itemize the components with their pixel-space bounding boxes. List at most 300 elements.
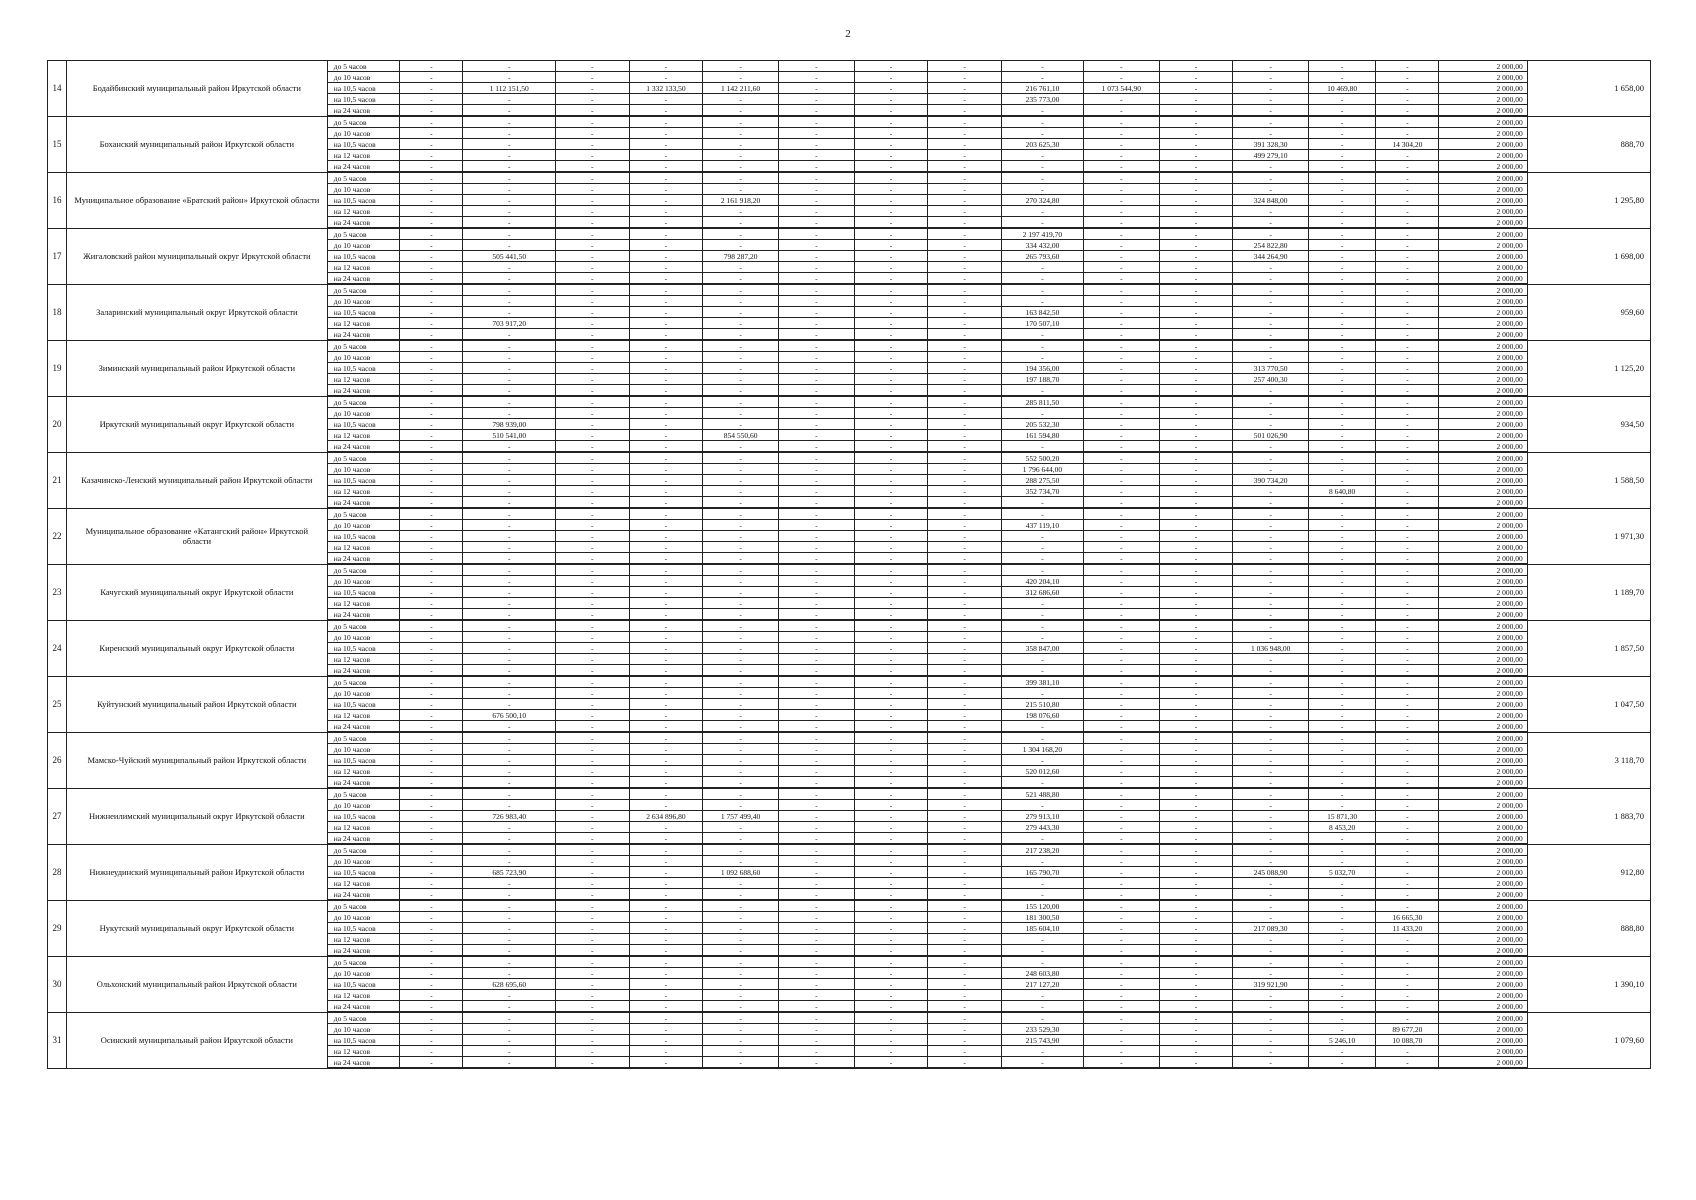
value-cell: 270 324,80	[1001, 195, 1083, 206]
value-cell: -	[463, 408, 556, 419]
value-cell: 265 793,60	[1001, 251, 1083, 262]
value-cell: -	[703, 184, 779, 195]
value-cell: -	[703, 385, 779, 397]
value-cell: 198 076,60	[1001, 710, 1083, 721]
value-cell: -	[928, 508, 1002, 520]
value-cell: -	[1309, 172, 1376, 184]
value-cell: -	[778, 945, 854, 957]
value-cell: -	[1309, 318, 1376, 329]
value-cell: -	[1309, 531, 1376, 542]
value-cell: -	[703, 318, 779, 329]
value-cell: -	[1083, 766, 1159, 777]
value-cell: -	[1376, 889, 1439, 901]
duration-label: на 10,5 часов	[327, 195, 400, 206]
value-cell: -	[555, 94, 629, 105]
value-cell: -	[400, 900, 463, 912]
value-cell: -	[1233, 161, 1309, 173]
value-cell: -	[928, 856, 1002, 867]
value-cell: -	[854, 889, 928, 901]
value-cell: -	[1376, 553, 1439, 565]
value-cell: -	[1309, 352, 1376, 363]
value-cell: -	[928, 396, 1002, 408]
value-cell: -	[1376, 363, 1439, 374]
value-cell: -	[463, 688, 556, 699]
value-cell: -	[1083, 430, 1159, 441]
value-cell: -	[463, 878, 556, 889]
value-cell: -	[400, 553, 463, 565]
value-cell: -	[1083, 1046, 1159, 1057]
value-cell: -	[778, 800, 854, 811]
value-cell: -	[400, 979, 463, 990]
value-cell: -	[778, 296, 854, 307]
value-cell: -	[1233, 721, 1309, 733]
value-cell: -	[629, 1024, 703, 1035]
value-cell: 324 848,00	[1233, 195, 1309, 206]
value-cell: -	[400, 329, 463, 341]
value-cell: -	[854, 620, 928, 632]
value-cell: -	[778, 587, 854, 598]
value-cell: -	[1159, 374, 1233, 385]
value-cell: -	[703, 508, 779, 520]
value-cell: -	[400, 441, 463, 453]
region-name: Осинский муниципальный район Иркутской области	[66, 1012, 327, 1068]
table-row	[48, 172, 1651, 184]
value-cell: -	[1233, 83, 1309, 94]
value-cell: -	[555, 542, 629, 553]
value-cell: -	[555, 262, 629, 273]
value-cell: -	[778, 1046, 854, 1057]
value-cell: -	[1309, 228, 1376, 240]
value-cell: -	[854, 273, 928, 285]
value-cell: -	[778, 721, 854, 733]
value-cell: -	[463, 923, 556, 934]
region-name: Ольхонский муниципальный район Иркутской области	[66, 956, 327, 1012]
value-cell: -	[1083, 654, 1159, 665]
value-cell: -	[778, 609, 854, 621]
limit-cell: 2 000,00	[1439, 833, 1527, 845]
value-cell: -	[854, 385, 928, 397]
value-cell: -	[703, 598, 779, 609]
value-cell: 2 634 896,80	[629, 811, 703, 822]
value-cell: -	[1233, 844, 1309, 856]
value-cell: -	[854, 83, 928, 94]
value-cell: -	[400, 945, 463, 957]
value-cell: -	[1233, 318, 1309, 329]
duration-label: на 10,5 часов	[327, 867, 400, 878]
value-cell: 358 847,00	[1001, 643, 1083, 654]
value-cell: -	[1376, 262, 1439, 273]
value-cell: -	[555, 520, 629, 531]
duration-label: до 10 часов	[327, 968, 400, 979]
limit-cell: 2 000,00	[1439, 284, 1527, 296]
value-cell: -	[629, 912, 703, 923]
value-cell: -	[1233, 307, 1309, 318]
value-cell: -	[1159, 1001, 1233, 1013]
value-cell: -	[463, 217, 556, 229]
value-cell: -	[629, 497, 703, 509]
value-cell: -	[1159, 307, 1233, 318]
duration-label: до 10 часов	[327, 1024, 400, 1035]
value-cell: -	[703, 475, 779, 486]
value-cell: -	[629, 150, 703, 161]
region-name: Нижнеилимский муниципальный округ Иркутской области	[66, 788, 327, 844]
value-cell: -	[778, 732, 854, 744]
value-cell: 1 112 151,50	[463, 83, 556, 94]
duration-label: на 10,5 часов	[327, 83, 400, 94]
value-cell: -	[555, 564, 629, 576]
value-cell: -	[1309, 419, 1376, 430]
value-cell: -	[1376, 990, 1439, 1001]
value-cell: 203 625,30	[1001, 139, 1083, 150]
value-cell: -	[629, 452, 703, 464]
value-cell: -	[463, 531, 556, 542]
value-cell: -	[629, 430, 703, 441]
value-cell: -	[555, 632, 629, 643]
value-cell: -	[1309, 184, 1376, 195]
value-cell: -	[1083, 61, 1159, 72]
value-cell: -	[629, 307, 703, 318]
value-cell: -	[1376, 900, 1439, 912]
value-cell: -	[854, 195, 928, 206]
value-cell: -	[400, 676, 463, 688]
limit-cell: 2 000,00	[1439, 934, 1527, 945]
value-cell: -	[400, 363, 463, 374]
value-cell: -	[400, 475, 463, 486]
value-cell: -	[703, 732, 779, 744]
value-cell: -	[629, 217, 703, 229]
value-cell: -	[928, 710, 1002, 721]
value-cell: -	[1376, 878, 1439, 889]
limit-cell: 2 000,00	[1439, 116, 1527, 128]
value-cell: -	[463, 452, 556, 464]
value-cell: -	[854, 352, 928, 363]
value-cell: -	[1159, 643, 1233, 654]
value-cell: -	[1376, 979, 1439, 990]
limit-cell: 2 000,00	[1439, 632, 1527, 643]
value-cell: -	[1376, 161, 1439, 173]
value-cell: -	[463, 94, 556, 105]
value-cell: -	[1309, 945, 1376, 957]
value-cell: -	[703, 419, 779, 430]
value-cell: -	[1376, 452, 1439, 464]
value-cell: -	[1233, 94, 1309, 105]
value-cell: 501 026,90	[1233, 430, 1309, 441]
value-cell: -	[1159, 94, 1233, 105]
value-cell: -	[629, 542, 703, 553]
value-cell: -	[703, 676, 779, 688]
value-cell: -	[703, 1035, 779, 1046]
value-cell: -	[463, 374, 556, 385]
value-cell: -	[1001, 385, 1083, 397]
value-cell: -	[1376, 385, 1439, 397]
value-cell: -	[854, 856, 928, 867]
value-cell: -	[463, 665, 556, 677]
value-cell: -	[400, 654, 463, 665]
value-cell: -	[1309, 844, 1376, 856]
value-cell: -	[1001, 116, 1083, 128]
value-cell: -	[1083, 452, 1159, 464]
value-cell: -	[400, 564, 463, 576]
value-cell: -	[854, 520, 928, 531]
value-cell: -	[1233, 396, 1309, 408]
value-cell: -	[400, 217, 463, 229]
value-cell: 798 287,20	[703, 251, 779, 262]
value-cell: -	[1159, 128, 1233, 139]
value-cell: 390 734,20	[1233, 475, 1309, 486]
value-cell: -	[854, 116, 928, 128]
value-cell: -	[1376, 587, 1439, 598]
value-cell: 216 761,10	[1001, 83, 1083, 94]
value-cell: -	[778, 878, 854, 889]
value-cell: -	[778, 788, 854, 800]
value-cell: -	[629, 385, 703, 397]
value-cell: -	[928, 374, 1002, 385]
value-cell: 279 913,10	[1001, 811, 1083, 822]
value-cell: -	[1159, 856, 1233, 867]
value-cell: -	[1083, 755, 1159, 766]
value-cell: -	[1001, 329, 1083, 341]
value-cell: -	[703, 889, 779, 901]
value-cell: -	[1233, 329, 1309, 341]
value-cell: -	[555, 1012, 629, 1024]
value-cell: -	[1001, 654, 1083, 665]
value-cell: -	[778, 284, 854, 296]
region-number: 20	[48, 396, 67, 452]
value-cell: -	[629, 184, 703, 195]
limit-cell: 2 000,00	[1439, 979, 1527, 990]
value-cell: -	[400, 251, 463, 262]
value-cell: -	[1309, 139, 1376, 150]
value-cell: 1 304 168,20	[1001, 744, 1083, 755]
limit-cell: 2 000,00	[1439, 94, 1527, 105]
value-cell: -	[555, 284, 629, 296]
value-cell: -	[1233, 1012, 1309, 1024]
value-cell: -	[1233, 889, 1309, 901]
value-cell: -	[778, 956, 854, 968]
value-cell: -	[629, 867, 703, 878]
value-cell: -	[1376, 833, 1439, 845]
value-cell: -	[463, 1035, 556, 1046]
limit-cell: 2 000,00	[1439, 744, 1527, 755]
duration-label: на 12 часов	[327, 206, 400, 217]
value-cell: -	[703, 744, 779, 755]
limit-cell: 2 000,00	[1439, 318, 1527, 329]
region-name: Нукутский муниципальный округ Иркутской области	[66, 900, 327, 956]
value-cell: -	[555, 83, 629, 94]
duration-label: до 5 часов	[327, 564, 400, 576]
limit-cell: 2 000,00	[1439, 990, 1527, 1001]
region-number: 25	[48, 676, 67, 732]
value-cell: -	[1233, 766, 1309, 777]
value-cell: -	[1233, 1046, 1309, 1057]
value-cell: -	[703, 576, 779, 587]
value-cell: -	[1376, 699, 1439, 710]
limit-cell: 2 000,00	[1439, 128, 1527, 139]
value-cell: 245 088,90	[1233, 867, 1309, 878]
value-cell: -	[703, 788, 779, 800]
value-cell: -	[1159, 352, 1233, 363]
value-cell: -	[1159, 923, 1233, 934]
value-cell: -	[1376, 956, 1439, 968]
limit-cell: 2 000,00	[1439, 923, 1527, 934]
value-cell: -	[1233, 296, 1309, 307]
value-cell: -	[1376, 788, 1439, 800]
value-cell: -	[629, 408, 703, 419]
duration-label: до 5 часов	[327, 61, 400, 72]
value-cell: -	[1159, 217, 1233, 229]
value-cell: -	[1001, 273, 1083, 285]
value-cell: 399 381,10	[1001, 676, 1083, 688]
limit-cell: 2 000,00	[1439, 307, 1527, 318]
value-cell: -	[1001, 441, 1083, 453]
value-cell: -	[555, 116, 629, 128]
value-cell: -	[463, 307, 556, 318]
value-cell: -	[1159, 1024, 1233, 1035]
value-cell: -	[1376, 307, 1439, 318]
value-cell: -	[400, 83, 463, 94]
value-cell: -	[555, 139, 629, 150]
value-cell: -	[778, 654, 854, 665]
value-cell: -	[1083, 1035, 1159, 1046]
value-cell: -	[854, 240, 928, 251]
value-cell: -	[1376, 755, 1439, 766]
region-total: 1 189,70	[1527, 564, 1650, 620]
value-cell: -	[400, 1012, 463, 1024]
limit-cell: 2 000,00	[1439, 609, 1527, 621]
value-cell: -	[1233, 956, 1309, 968]
value-cell: -	[928, 833, 1002, 845]
value-cell: -	[928, 620, 1002, 632]
region-total: 1 079,60	[1527, 1012, 1650, 1068]
value-cell: -	[1233, 744, 1309, 755]
value-cell: -	[778, 374, 854, 385]
value-cell: -	[1159, 195, 1233, 206]
value-cell: -	[629, 934, 703, 945]
region-total: 1 658,00	[1527, 61, 1650, 117]
value-cell: -	[1159, 240, 1233, 251]
value-cell: -	[854, 766, 928, 777]
value-cell: -	[1309, 116, 1376, 128]
value-cell: -	[1001, 262, 1083, 273]
value-cell: -	[629, 464, 703, 475]
region-total: 1 971,30	[1527, 508, 1650, 564]
value-cell: -	[400, 1046, 463, 1057]
value-cell: -	[1309, 464, 1376, 475]
value-cell: -	[629, 329, 703, 341]
duration-label: на 10,5 часов	[327, 475, 400, 486]
table-row	[48, 61, 1651, 72]
value-cell: -	[555, 800, 629, 811]
value-cell: -	[1376, 195, 1439, 206]
value-cell: -	[629, 94, 703, 105]
duration-label: на 10,5 часов	[327, 94, 400, 105]
value-cell: -	[1309, 1001, 1376, 1013]
value-cell: -	[555, 620, 629, 632]
value-cell: -	[1233, 116, 1309, 128]
value-cell: -	[1083, 150, 1159, 161]
value-cell: -	[703, 72, 779, 83]
limit-cell: 2 000,00	[1439, 598, 1527, 609]
duration-label: до 5 часов	[327, 228, 400, 240]
value-cell: -	[703, 632, 779, 643]
value-cell: -	[400, 665, 463, 677]
value-cell: -	[1376, 128, 1439, 139]
value-cell: -	[463, 475, 556, 486]
value-cell: -	[1083, 598, 1159, 609]
value-cell: -	[1376, 1001, 1439, 1013]
value-cell: -	[1083, 878, 1159, 889]
value-cell: -	[463, 329, 556, 341]
value-cell: -	[463, 699, 556, 710]
value-cell: -	[1309, 676, 1376, 688]
value-cell: -	[854, 587, 928, 598]
value-cell: -	[1083, 688, 1159, 699]
value-cell: -	[1233, 419, 1309, 430]
value-cell: -	[1083, 262, 1159, 273]
value-cell: 11 433,20	[1376, 923, 1439, 934]
value-cell: -	[1159, 105, 1233, 117]
value-cell: -	[1001, 755, 1083, 766]
value-cell: -	[555, 878, 629, 889]
value-cell: -	[1159, 822, 1233, 833]
value-cell: -	[778, 632, 854, 643]
table-row	[48, 676, 1651, 688]
value-cell: -	[1159, 497, 1233, 509]
value-cell: -	[1159, 564, 1233, 576]
value-cell: -	[1376, 632, 1439, 643]
value-cell: -	[1309, 452, 1376, 464]
table-row	[48, 956, 1651, 968]
value-cell: -	[1233, 900, 1309, 912]
value-cell: -	[555, 217, 629, 229]
value-cell: 344 264,90	[1233, 251, 1309, 262]
value-cell: -	[854, 1046, 928, 1057]
duration-label: на 10,5 часов	[327, 979, 400, 990]
region-name: Жигаловский район муниципальный округ Иркутской области	[66, 228, 327, 284]
value-cell: -	[928, 744, 1002, 755]
value-cell: -	[1001, 206, 1083, 217]
value-cell: -	[1376, 206, 1439, 217]
value-cell: -	[1083, 441, 1159, 453]
value-cell: -	[703, 139, 779, 150]
value-cell: -	[928, 329, 1002, 341]
value-cell: -	[778, 542, 854, 553]
value-cell: -	[1083, 464, 1159, 475]
value-cell: -	[400, 105, 463, 117]
value-cell: -	[1083, 374, 1159, 385]
value-cell: 194 356,00	[1001, 363, 1083, 374]
value-cell: -	[629, 688, 703, 699]
value-cell: -	[629, 296, 703, 307]
value-cell: -	[400, 598, 463, 609]
value-cell: -	[400, 912, 463, 923]
value-cell: -	[703, 721, 779, 733]
value-cell: -	[778, 923, 854, 934]
value-cell: -	[1309, 856, 1376, 867]
duration-label: на 10,5 часов	[327, 251, 400, 262]
limit-cell: 2 000,00	[1439, 620, 1527, 632]
value-cell: -	[1159, 318, 1233, 329]
table-row	[48, 1012, 1651, 1024]
value-cell: -	[1233, 576, 1309, 587]
value-cell: -	[1233, 811, 1309, 822]
value-cell: -	[1159, 956, 1233, 968]
value-cell: -	[928, 732, 1002, 744]
value-cell: -	[1376, 732, 1439, 744]
value-cell: -	[400, 744, 463, 755]
value-cell: -	[778, 968, 854, 979]
value-cell: -	[1083, 822, 1159, 833]
